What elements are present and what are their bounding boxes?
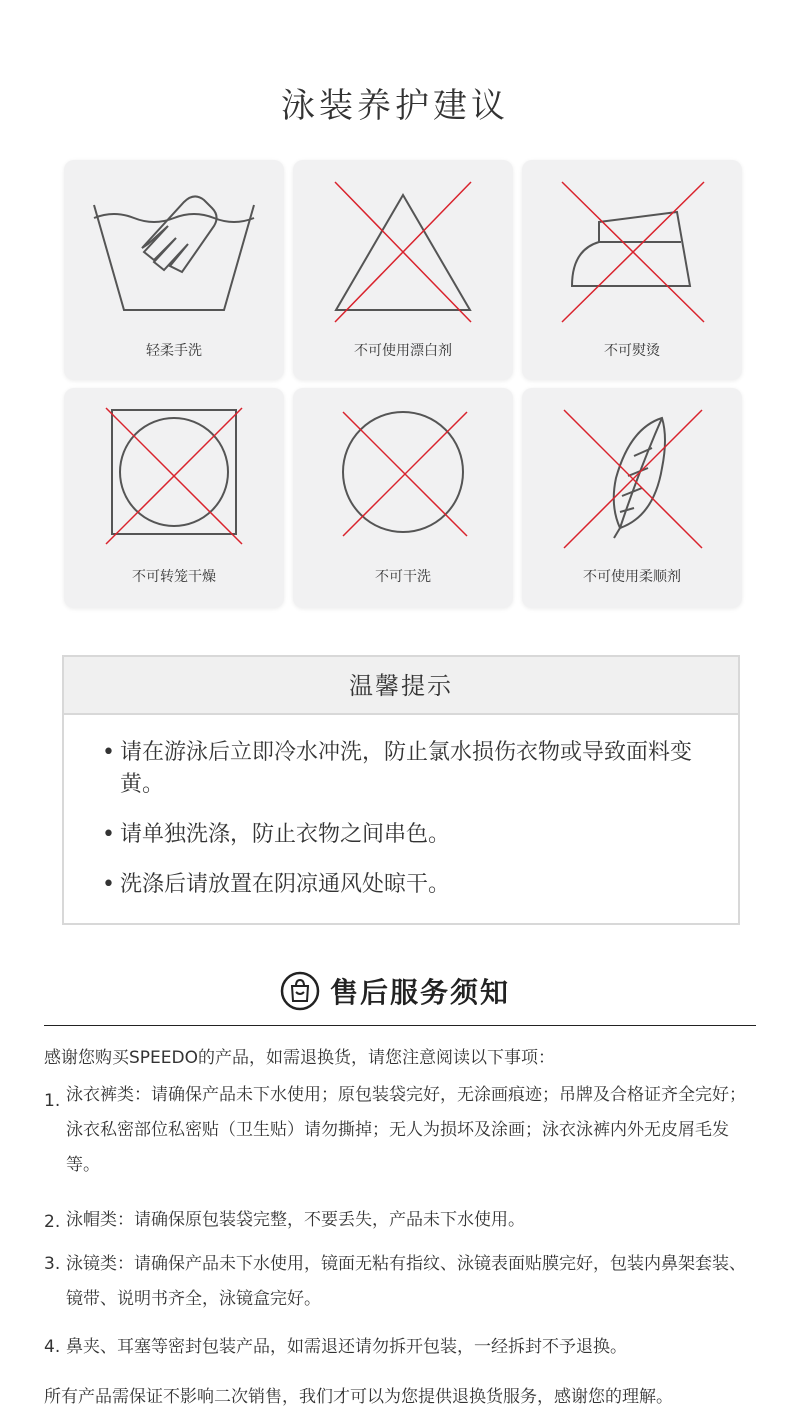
care-label-no-iron: 不可熨烫 (604, 343, 660, 359)
service-title: 售后服务须知 (329, 976, 510, 1009)
bullet-icon: • (102, 822, 115, 847)
care-label-no-dry-clean: 不可干洗 (375, 569, 431, 585)
tips-box (62, 655, 740, 925)
care-card-no-dry-clean (293, 388, 513, 608)
care-card-no-bleach (293, 160, 513, 380)
service-item-text: 泳镜类：请确保产品未下水使用，镜面无粘有指纹、泳镜表面贴膜完好，包装内鼻架套装、镜带、说明书齐全，泳镜盒完好。 (66, 1254, 746, 1309)
service-closing: 所有产品需保证不影响二次销售，我们才可以为您提供退换货服务，感谢您的理解。 (44, 1387, 673, 1407)
care-icon-grid (64, 160, 742, 608)
bullet-icon: • (102, 740, 115, 765)
tips-item-text: 请在游泳后立即冷水冲洗，防止氯水损伤衣物或导致面料变黄。 (120, 740, 693, 797)
care-card-hand-wash (64, 160, 284, 380)
service-item-text: 鼻夹、耳塞等密封包装产品，如需退还请勿拆开包装，一经拆封不予退换。 (66, 1337, 627, 1357)
care-label-no-tumble-dry: 不可转笼干燥 (132, 569, 216, 585)
care-label-no-softener: 不可使用柔顺剂 (583, 569, 681, 585)
care-label-hand-wash: 轻柔手洗 (146, 343, 202, 359)
care-label-no-bleach: 不可使用漂白剂 (354, 343, 452, 359)
tips-list (64, 715, 738, 901)
bullet-icon: • (102, 872, 115, 897)
divider (44, 1025, 756, 1026)
service-header (0, 968, 790, 1014)
tips-item-text: 请单独洗涤，防止衣物之间串色。 (120, 822, 451, 847)
care-title: 泳装养护建议 (281, 86, 509, 126)
service-item-number: 1. (44, 1091, 61, 1111)
service-item-text: 泳衣裤类：请确保产品未下水使用；原包装袋完好，无涂画痕迹；吊牌及合格证齐全完好；泳衣私密部位私密贴（卫生贴）请勿撕掉；无人为损坏及涂画；泳衣泳裤内外无皮屑毛发等。 (66, 1085, 746, 1175)
service-item-number: 3. (44, 1254, 61, 1274)
service-item-number: 4. (44, 1337, 61, 1357)
tips-item (102, 737, 708, 801)
tips-item-text: 洗涤后请放置在阴凉通风处晾干。 (120, 872, 451, 897)
service-item (44, 1078, 760, 1188)
care-card-no-iron (522, 160, 742, 380)
care-card-no-softener (522, 388, 742, 608)
tips-title: 温馨提示 (64, 657, 738, 715)
service-item-number: 2. (44, 1212, 61, 1232)
service-item-text: 泳帽类：请确保原包装袋完整，不要丢失，产品未下水使用。 (66, 1210, 525, 1230)
shopping-bag-icon (280, 971, 320, 1011)
service-intro: 感谢您购买SPEEDO的产品，如需退换货，请您注意阅读以下事项： (44, 1048, 555, 1068)
care-card-no-tumble-dry (64, 388, 284, 608)
tips-item (102, 819, 708, 851)
tips-item (102, 869, 708, 901)
